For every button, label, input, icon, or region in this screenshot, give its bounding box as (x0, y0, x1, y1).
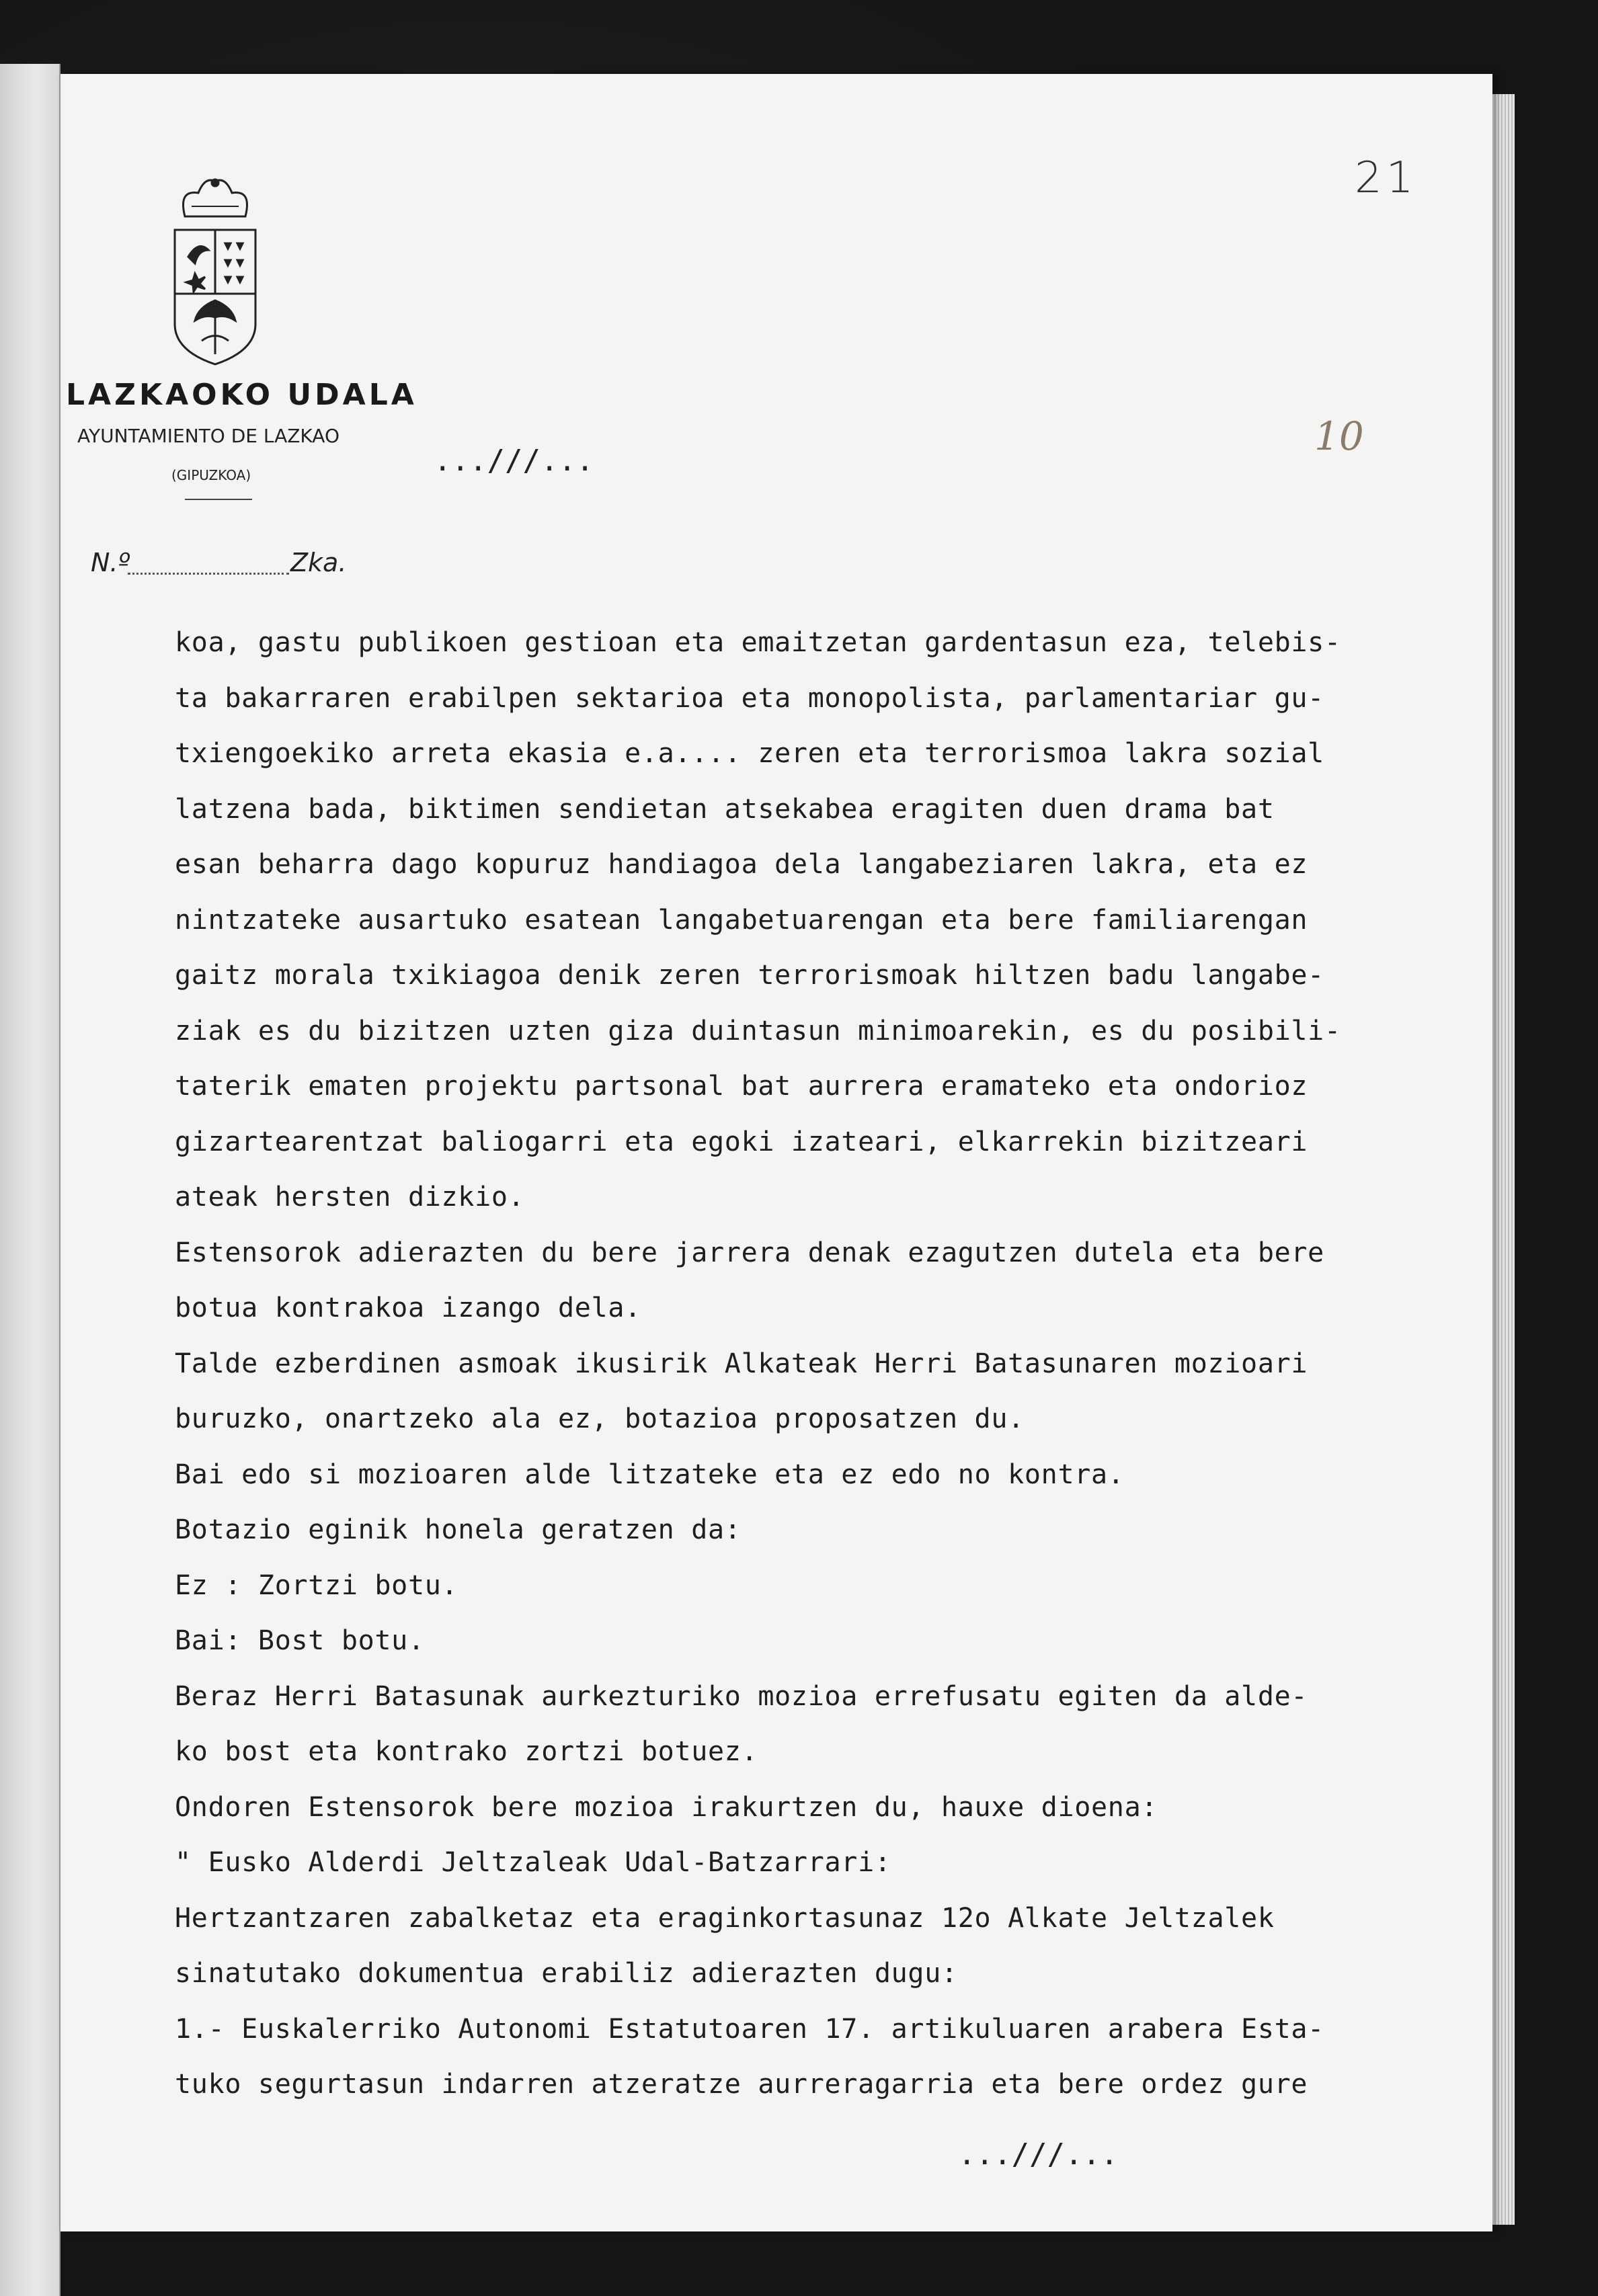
body-line: nintzateke ausartuko esatean langabetuarengan eta bere familiarengan (175, 904, 1308, 936)
body-line: taterik ematen projektu partsonal bat aurrera eramateko eta ondorioz (175, 1071, 1308, 1102)
body-line: gaitz morala txikiagoa denik zeren terrorismoak hiltzen badu langabe- (175, 960, 1324, 991)
body-line: Hertzantzaren zabalketaz eta eraginkortasunaz 12o Alkate Jeltzalek (175, 1902, 1275, 1934)
previous-page-edge (0, 64, 61, 2296)
reference-zka-label: Zka. (290, 548, 347, 577)
body-line: esan beharra dago kopuruz handiagoa dela langabeziaren lakra, eta ez (175, 849, 1308, 880)
body-line: koa, gastu publikoen gestioan eta emaitzetan gardentasun eza, telebis- (175, 627, 1341, 658)
page-number: 21 (1355, 153, 1418, 203)
body-line: buruzko, onartzeko ala ez, botazioa proposatzen du. (175, 1403, 1025, 1434)
continuation-mark-top: ...///... (434, 444, 594, 478)
body-line: gizartearentzat baliogarri eta egoki izateari, elkarrekin bizitzeari (175, 1126, 1308, 1157)
town-name-spanish: AYUNTAMIENTO DE LAZKAO (77, 425, 340, 447)
body-line: botua kontrakoa izango dela. (175, 1293, 641, 1323)
body-line: txiengoekiko arreta ekasia e.a.... zeren eta terrorismoa lakra sozial (175, 738, 1324, 769)
body-line: Bai edo si mozioaren alde litzateke eta ez edo no kontra. (175, 1459, 1125, 1490)
body-line: sinatutako dokumentua erabiliz adierazten dugu: (175, 1958, 958, 1989)
body-line: ta bakarraren erabilpen sektarioa eta monopolista, parlamentariar gu- (175, 682, 1324, 714)
body-line: Talde ezberdinen asmoak ikusirik Alkateak Herri Batasunaren mozioari (175, 1348, 1308, 1379)
body-line: tuko segurtasun indarren atzeratze aurreragarria eta bere ordez gure (175, 2069, 1308, 2100)
body-line: Beraz Herri Batasunak aurkezturiko mozioa errefusatu egiten da alde- (175, 1680, 1308, 1712)
reference-number-label: N.º (91, 548, 130, 577)
body-line: " Eusko Alderdi Jeltzaleak Udal-Batzarrari: (175, 1847, 891, 1878)
coat-of-arms-icon (171, 176, 259, 371)
body-line: ziak es du bizitzen uzten giza duintasun minimoarekin, es du posibili- (175, 1015, 1341, 1047)
body-line: latzena bada, biktimen sendietan atsekabea eragiten duen drama bat (175, 793, 1275, 825)
body-line: ko bost eta kontrako zortzi botuez. (175, 1736, 758, 1767)
body-line: 1.- Euskalerriko Autonomi Estatutoaren 17. artikuluaren arabera Esta- (175, 2013, 1324, 2045)
document-body (175, 615, 1489, 2113)
body-line: Ondoren Estensorok bere mozioa irakurtzen du, hauxe dioena: (175, 1791, 1158, 1823)
body-line: Estensorok adierazten du bere jarrera denak ezagutzen dutela eta bere (175, 1237, 1324, 1268)
body-line: ateak hersten dizkio. (175, 1182, 525, 1213)
body-line: Ez : Zortzi botu. (175, 1569, 458, 1601)
body-line: Botazio eginik honela geratzen da: (175, 1514, 742, 1545)
province-label: (GIPUZKOA) (171, 467, 251, 483)
town-name: LAZKAOKO UDALA (66, 378, 417, 412)
continuation-mark-bottom: ...///... (958, 2137, 1119, 2172)
letterhead-divider (185, 499, 252, 500)
body-line: Bai: Bost botu. (175, 1625, 425, 1656)
reference-number-blank (128, 573, 289, 575)
handwritten-annotation: 10 (1314, 413, 1364, 459)
